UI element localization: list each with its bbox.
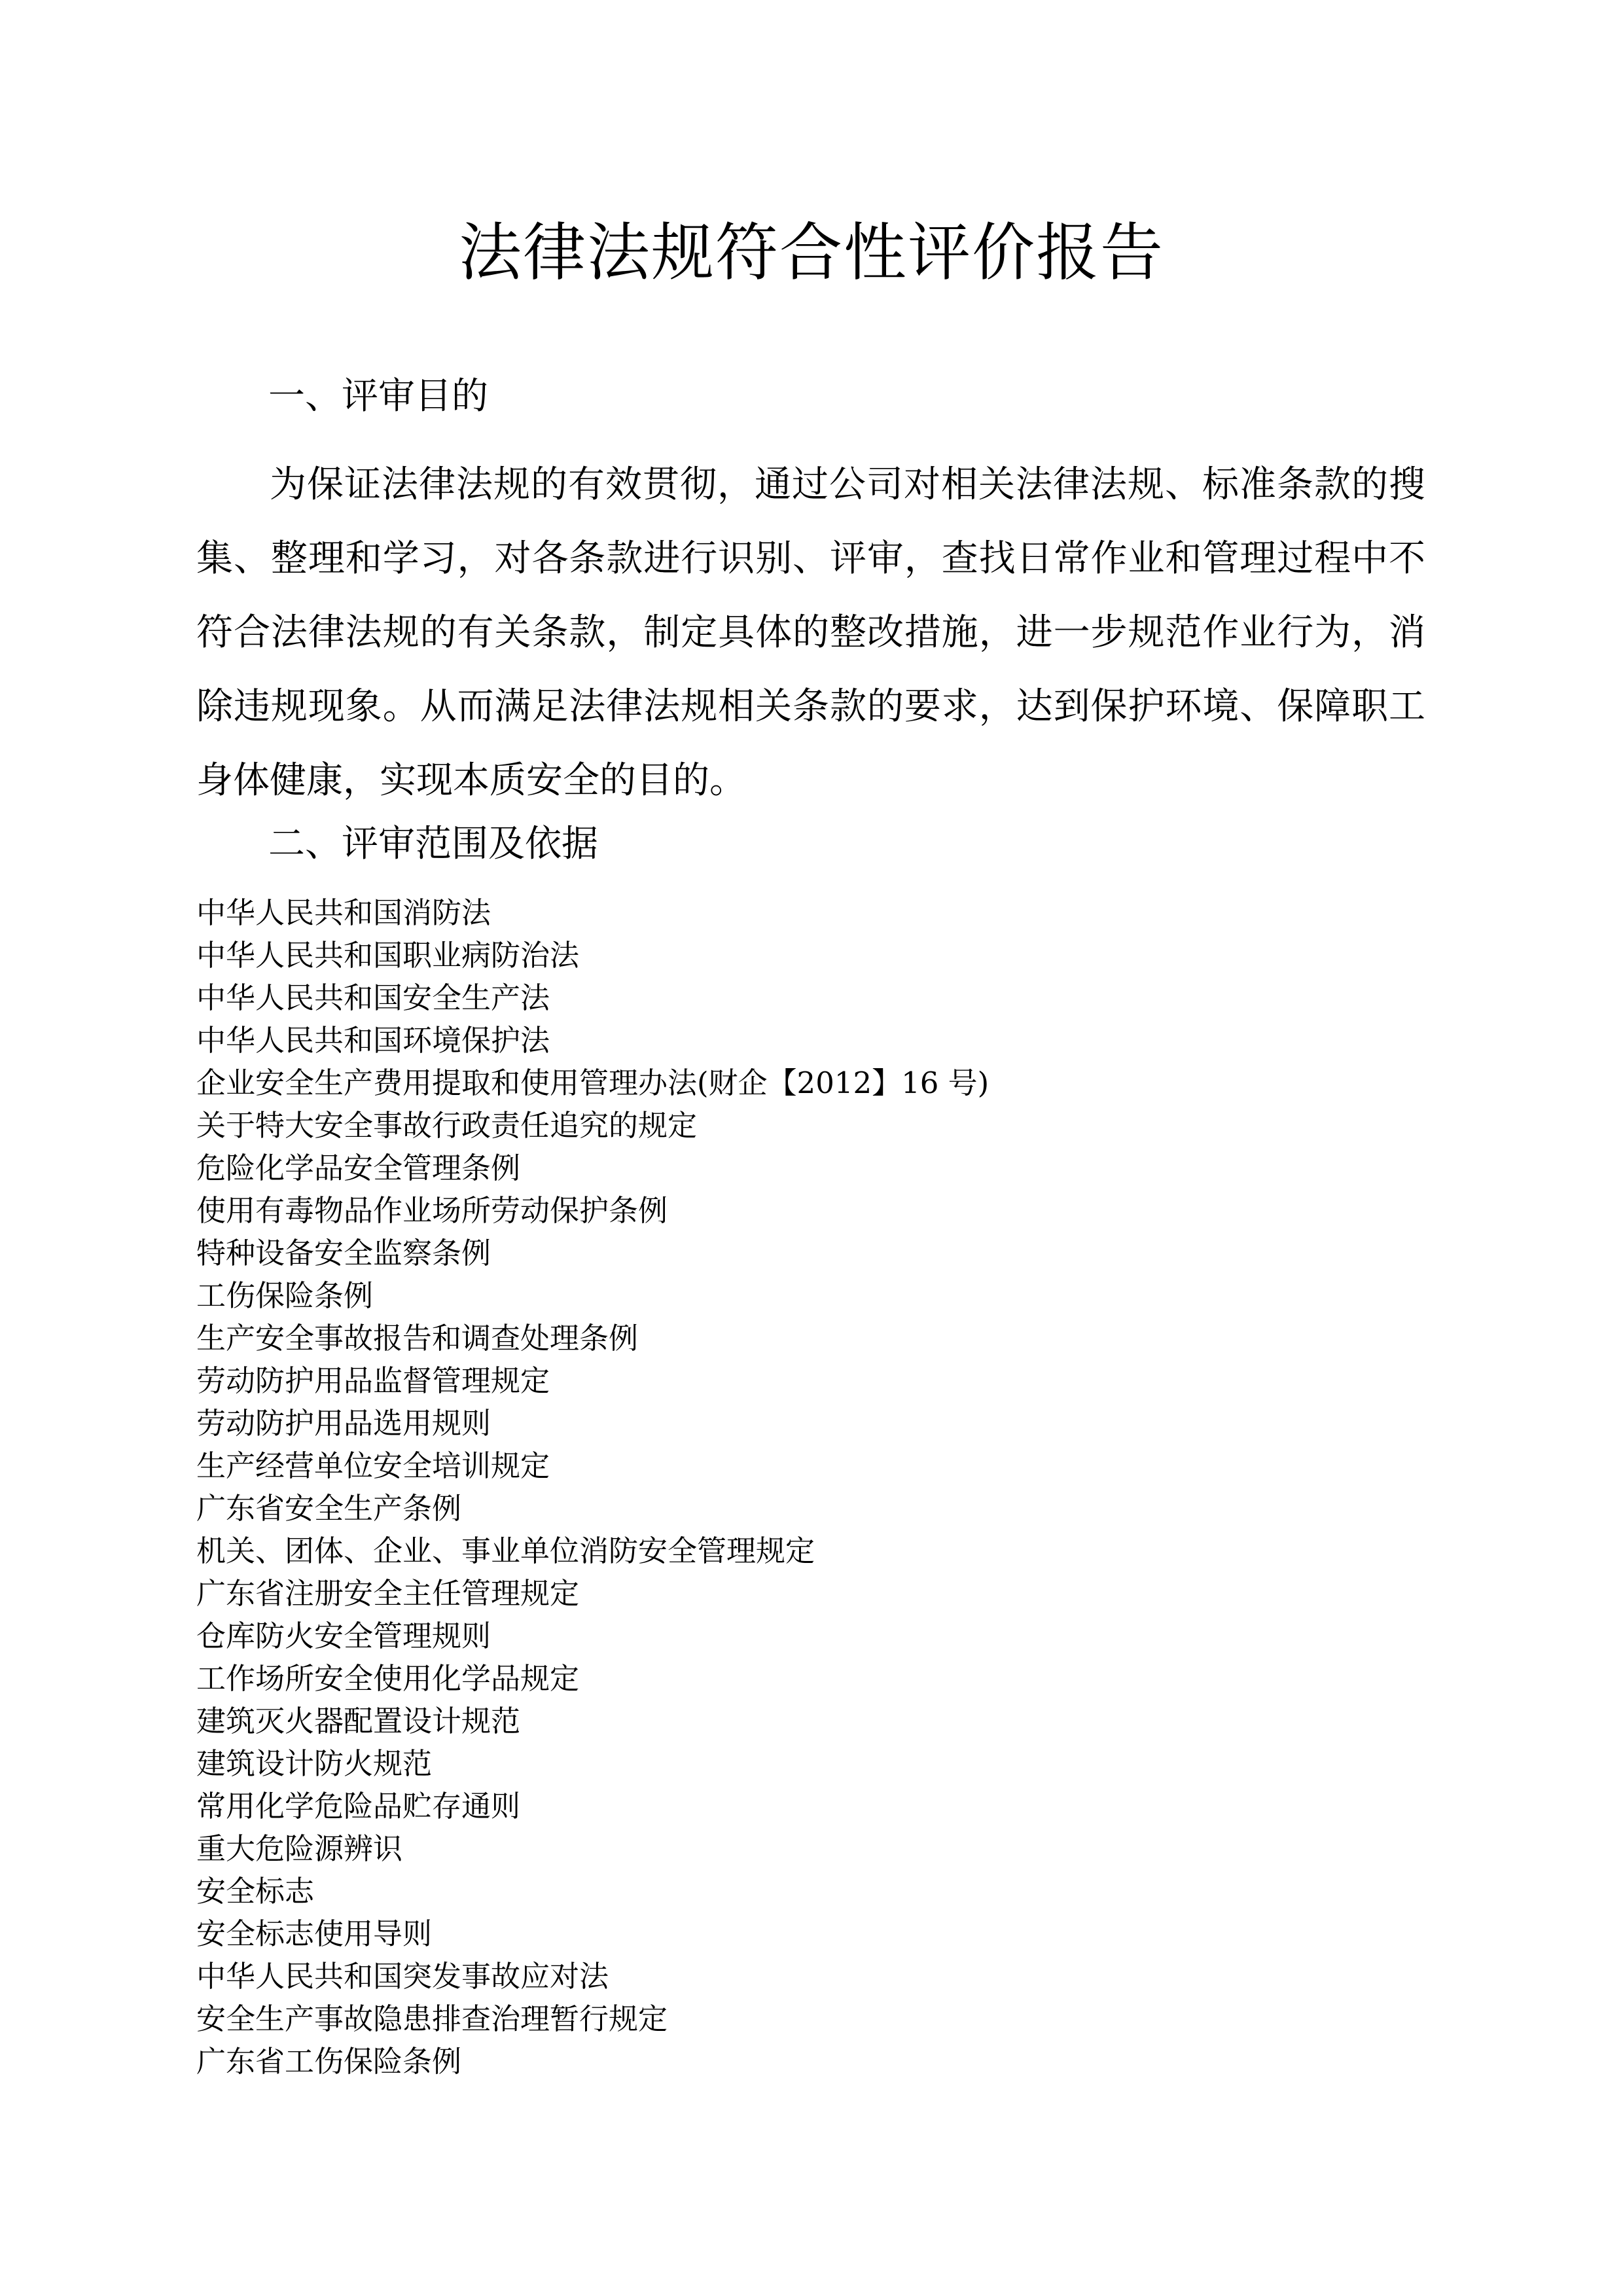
section-heading-purpose: 一、评审目的 bbox=[268, 375, 488, 418]
law-item: 广东省注册安全主任管理规定 bbox=[196, 1576, 580, 1611]
law-item: 中华人民共和国消防法 bbox=[196, 895, 491, 930]
law-item: 工伤保险条例 bbox=[196, 1278, 374, 1313]
law-item: 危险化学品安全管理条例 bbox=[196, 1151, 521, 1185]
law-item: 安全标志 bbox=[196, 1874, 315, 1909]
law-list bbox=[196, 891, 1427, 2083]
law-item: 机关、团体、企业、事业单位消防安全管理规定 bbox=[196, 1534, 815, 1568]
law-item: 生产经营单位安全培训规定 bbox=[196, 1448, 550, 1483]
law-item: 中华人民共和国安全生产法 bbox=[196, 980, 550, 1015]
law-item: 广东省安全生产条例 bbox=[196, 1491, 462, 1526]
law-item: 安全生产事故隐患排查治理暂行规定 bbox=[196, 2001, 668, 2036]
law-item: 建筑设计防火规范 bbox=[196, 1746, 433, 1781]
law-item: 生产安全事故报告和调查处理条例 bbox=[196, 1321, 639, 1355]
law-item: 中华人民共和国突发事故应对法 bbox=[196, 1959, 609, 1994]
law-item: 关于特大安全事故行政责任追究的规定 bbox=[196, 1108, 698, 1143]
law-item: 安全标志使用导则 bbox=[196, 1916, 433, 1951]
law-item: 广东省工伤保险条例 bbox=[196, 2044, 462, 2079]
document-title: 法律法规符合性评价报告 bbox=[459, 216, 1164, 289]
law-item: 劳动防护用品选用规则 bbox=[196, 1406, 491, 1441]
law-item: 特种设备安全监察条例 bbox=[196, 1236, 491, 1270]
law-item: 劳动防护用品监督管理规定 bbox=[196, 1363, 550, 1398]
section-heading-scope: 二、评审范围及依据 bbox=[268, 823, 598, 865]
law-item: 重大危险源辨识 bbox=[196, 1831, 403, 1866]
law-item: 中华人民共和国职业病防治法 bbox=[196, 938, 580, 973]
law-item: 使用有毒物品作业场所劳动保护条例 bbox=[196, 1193, 668, 1228]
law-item: 仓库防火安全管理规则 bbox=[196, 1619, 491, 1653]
law-item: 中华人民共和国环境保护法 bbox=[196, 1023, 550, 1058]
law-item: 工作场所安全使用化学品规定 bbox=[196, 1661, 580, 1696]
law-item: 企业安全生产费用提取和使用管理办法(财企【2012】16 号) bbox=[196, 1066, 990, 1100]
purpose-paragraph: 为保证法律法规的有效贯彻，通过公司对相关法律法规、标准条款的搜集、整理和学习，对各条款进行识别、评审，查找日常作业和管理过程中不符合法律法规的有关条款，制定具体的整改措施，进一步规范作业行为，消除违规现象。从而满足法律法规相关条款的要求，达到保护环境、保障职工身体健康，实现本质安全的目的。 bbox=[196, 463, 1425, 802]
law-item: 建筑灭火器配置设计规范 bbox=[196, 1704, 521, 1738]
law-item: 常用化学危险品贮存通则 bbox=[196, 1789, 521, 1823]
